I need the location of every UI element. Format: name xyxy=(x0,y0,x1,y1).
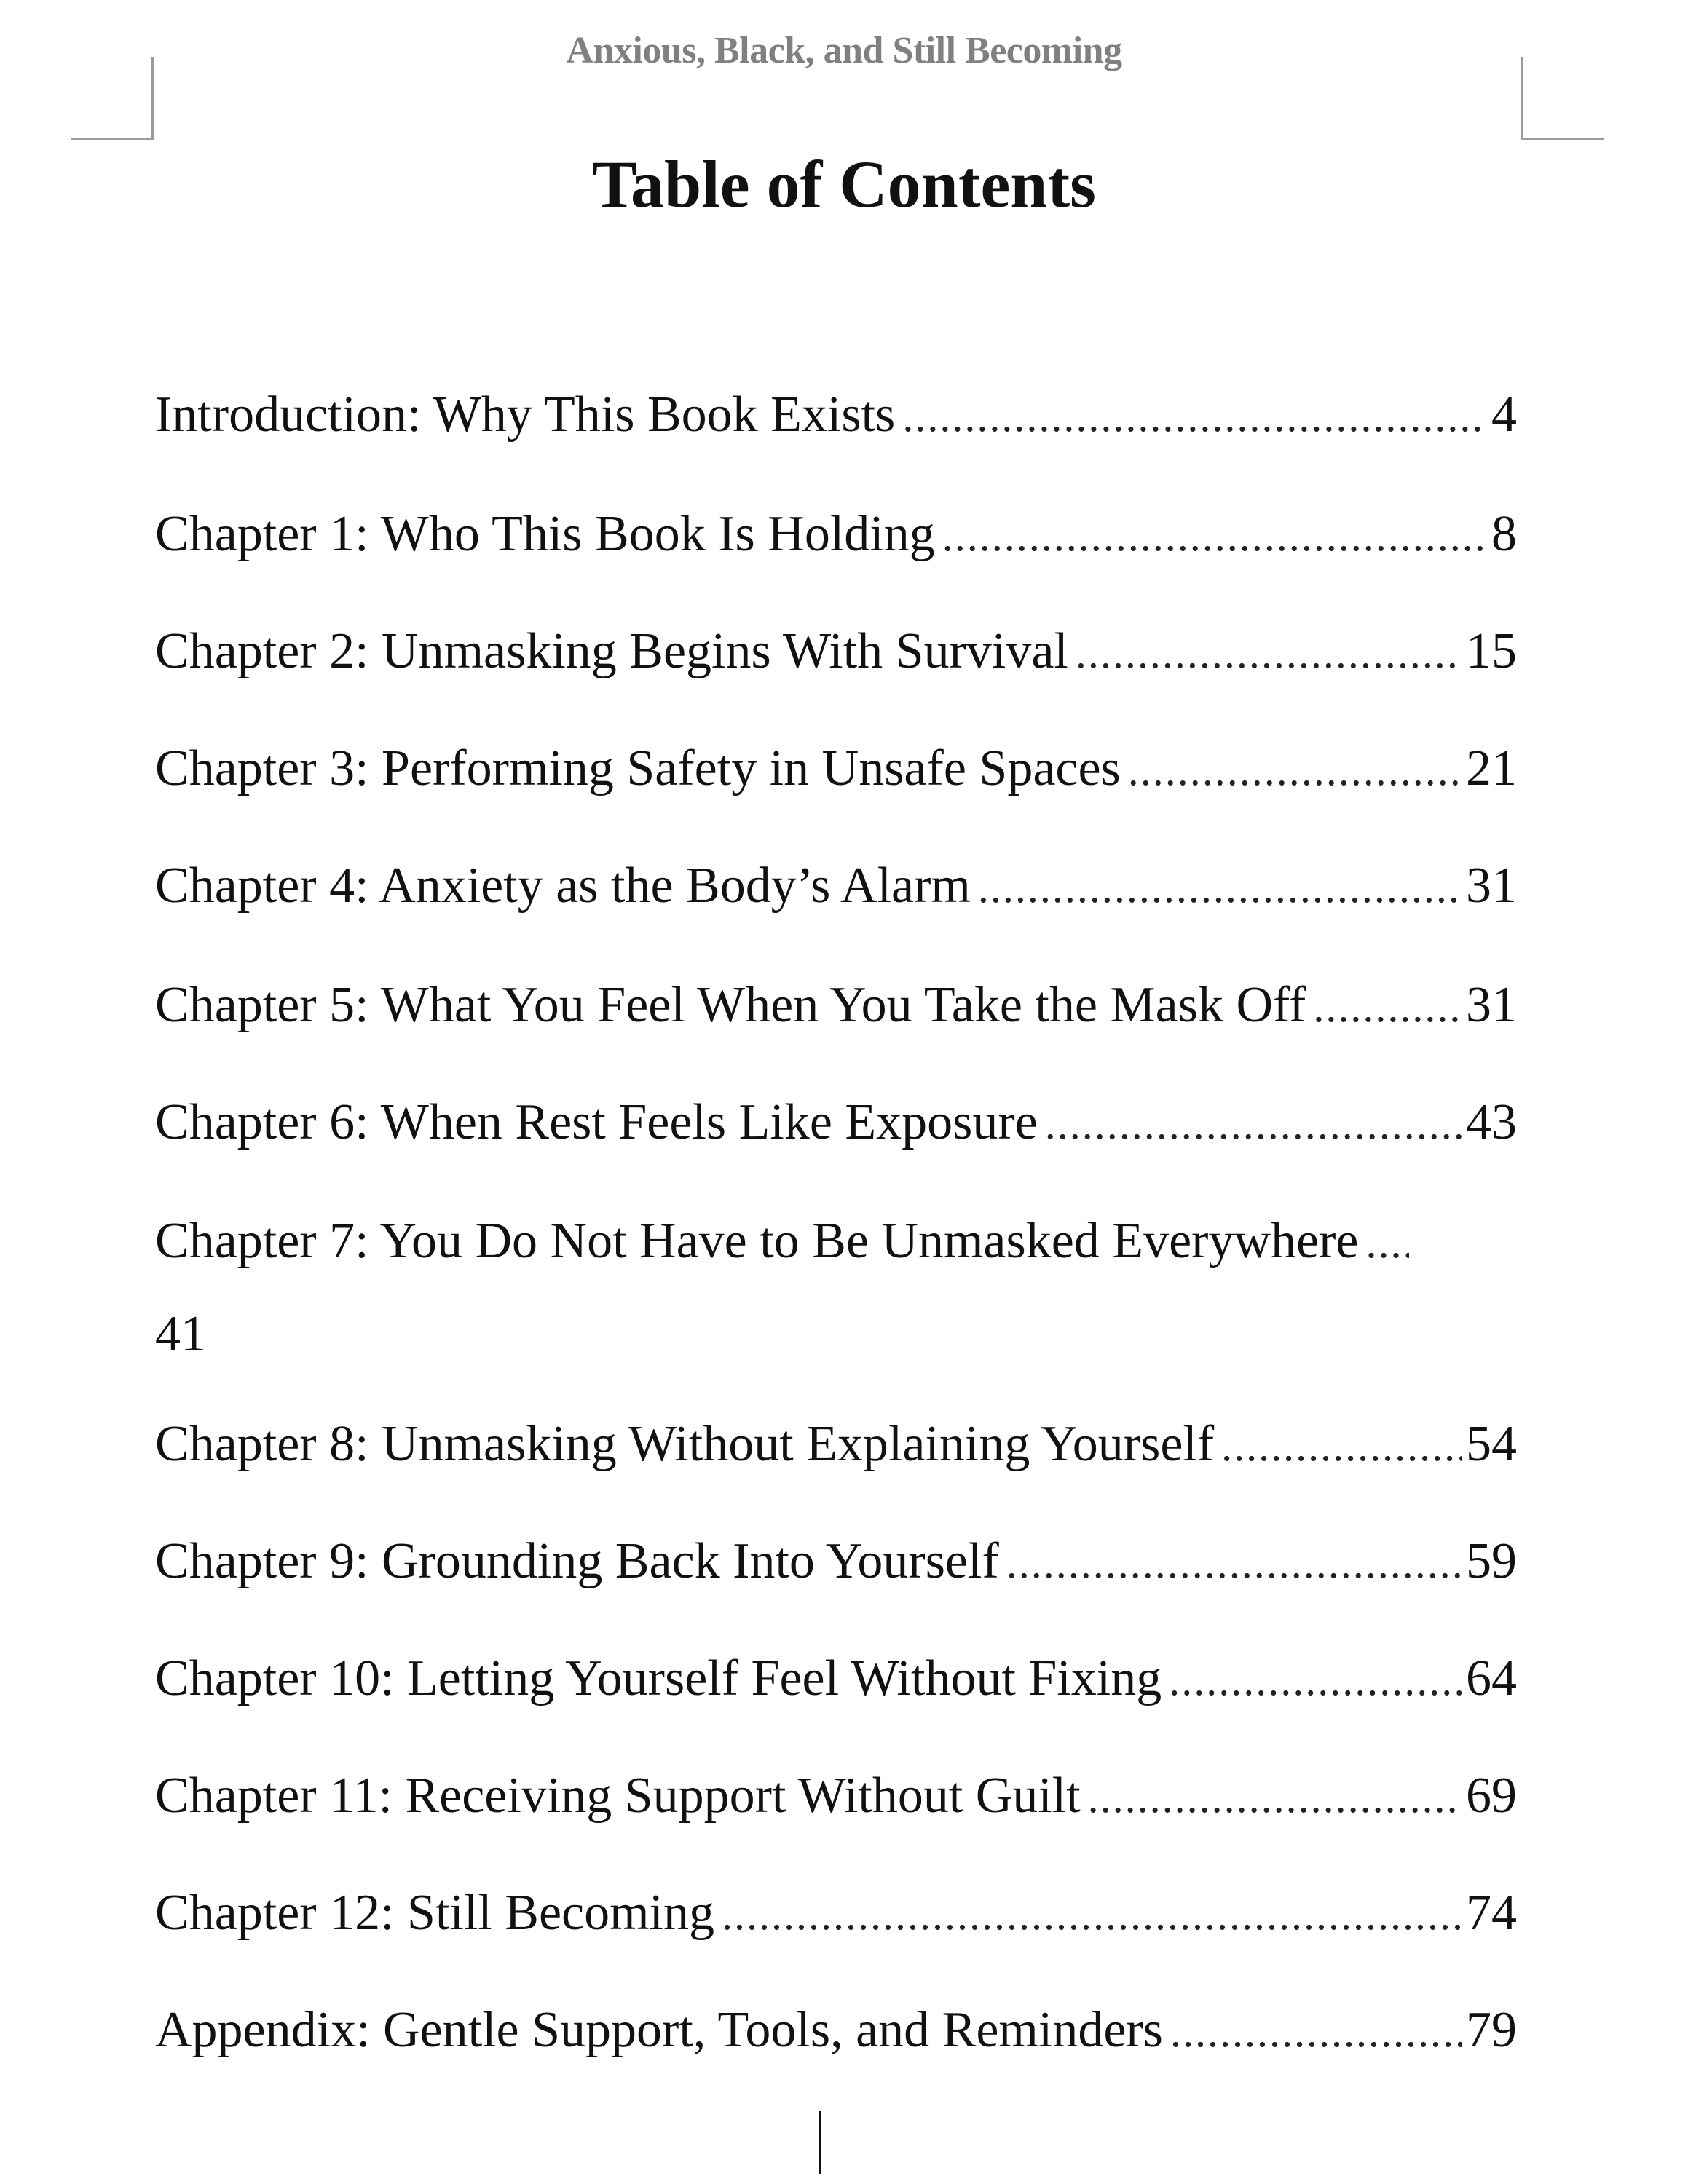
dot-leader xyxy=(1365,1214,1409,1272)
toc-entry-chapter-6[interactable] xyxy=(155,1093,1517,1152)
text-insertion-cursor xyxy=(819,2111,821,2174)
toc-entry-page-number: 31 xyxy=(1466,858,1517,914)
toc-entry-chapter-12[interactable] xyxy=(155,1884,1517,1942)
toc-entry-first-line xyxy=(155,1212,1517,1270)
dot-leader xyxy=(942,507,1487,565)
toc-entry-label: Chapter 12: Still Becoming xyxy=(155,1885,714,1941)
dot-leader xyxy=(1221,1417,1462,1475)
toc-title[interactable]: Table of Contents xyxy=(592,147,1096,221)
toc-entry-label: Chapter 2: Unmasking Begins With Survival xyxy=(155,623,1068,679)
toc-entry-label: Chapter 4: Anxiety as the Body’s Alarm xyxy=(155,858,971,914)
toc-entry-chapter-9[interactable] xyxy=(155,1532,1517,1591)
dot-leader xyxy=(1045,1095,1462,1153)
toc-entry-chapter-2[interactable] xyxy=(155,622,1517,681)
toc-entry-chapter-10[interactable] xyxy=(155,1650,1517,1708)
toc-entry-chapter-7[interactable] xyxy=(155,1212,1517,1365)
dot-leader xyxy=(722,1886,1462,1944)
toc-entry-label: Chapter 1: Who This Book Is Holding xyxy=(155,506,935,562)
dot-leader xyxy=(1088,1768,1462,1827)
dot-leader xyxy=(1169,1651,1462,1709)
toc-entry-page-number: 43 xyxy=(1466,1094,1517,1150)
toc-entry-label: Chapter 8: Unmasking Without Explaining Yourself xyxy=(155,1416,1215,1472)
dot-leader xyxy=(1170,2003,1462,2061)
toc-entry-page-number: 54 xyxy=(1466,1416,1517,1472)
toc-entry-label: Chapter 5: What You Feel When You Take the Mask Off xyxy=(155,977,1306,1033)
dot-leader xyxy=(1128,741,1462,799)
toc-entry-label: Chapter 3: Performing Safety in Unsafe Spaces xyxy=(155,740,1121,796)
dot-leader xyxy=(902,387,1487,446)
dot-leader xyxy=(1313,978,1462,1036)
toc-entry-page-number: 79 xyxy=(1466,2002,1517,2058)
toc-entry-label: Appendix: Gentle Support, Tools, and Reminders xyxy=(155,2002,1163,2058)
toc-entry-label: Chapter 11: Receiving Support Without Guilt xyxy=(155,1768,1081,1824)
toc-entry-chapter-3[interactable] xyxy=(155,740,1517,798)
running-header[interactable]: Anxious, Black, and Still Becoming xyxy=(566,30,1122,71)
toc-entry-page-number: 15 xyxy=(1466,623,1517,679)
toc-entry-page-number: 21 xyxy=(1466,740,1517,796)
toc-entry-chapter-1[interactable] xyxy=(155,505,1517,563)
toc-entry-page-number: 59 xyxy=(1466,1533,1517,1589)
dot-leader xyxy=(1076,624,1462,682)
toc-entry-page-number: 41 xyxy=(155,1306,206,1362)
toc-entry-page-number: 74 xyxy=(1466,1885,1517,1941)
toc-entry-chapter-5[interactable] xyxy=(155,976,1517,1034)
toc-entry-label: Chapter 7: You Do Not Have to Be Unmasked Everywhere xyxy=(155,1213,1359,1269)
toc-entry-page-number: 31 xyxy=(1466,977,1517,1033)
toc-entry-chapter-4[interactable] xyxy=(155,857,1517,915)
toc-entry-label: Chapter 6: When Rest Feels Like Exposure xyxy=(155,1094,1038,1150)
toc-entry-page-number: 4 xyxy=(1491,387,1517,443)
toc-entry-introduction[interactable] xyxy=(155,386,1517,444)
toc-entry-appendix[interactable] xyxy=(155,2001,1517,2060)
toc-entry-chapter-8[interactable] xyxy=(155,1415,1517,1473)
toc-entry-chapter-11[interactable] xyxy=(155,1767,1517,1825)
dot-leader xyxy=(978,858,1462,917)
toc-entry-label: Chapter 9: Grounding Back Into Yourself xyxy=(155,1533,999,1589)
toc-entry-page-number: 64 xyxy=(1466,1650,1517,1706)
toc-entry-label: Chapter 10: Letting Yourself Feel Without Fixing xyxy=(155,1650,1162,1706)
toc-entry-label: Introduction: Why This Book Exists xyxy=(155,387,896,443)
toc-entry-page-number: 8 xyxy=(1491,506,1517,562)
toc-entry-page-number: 69 xyxy=(1466,1768,1517,1824)
dot-leader xyxy=(1006,1534,1462,1592)
